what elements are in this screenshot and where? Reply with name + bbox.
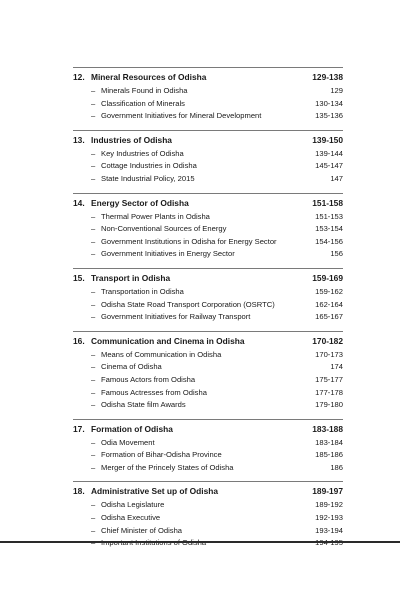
entry-title: Means of Communication in Odisha (101, 349, 222, 359)
dash-bullet: – (91, 362, 96, 372)
dash-bullet: – (91, 525, 96, 535)
toc-entry (73, 224, 343, 237)
entry-title: Non-Conventional Sources of Energy (101, 224, 227, 234)
chapter-pages: 183-188 (312, 423, 343, 434)
chapter-section (73, 419, 343, 482)
toc-entry (73, 513, 343, 526)
entry-title: Government Initiatives for Mineral Development (101, 111, 262, 121)
dash-bullet: – (91, 349, 96, 359)
toc-entry (73, 500, 343, 513)
toc-entry (73, 174, 343, 187)
toc-entry (73, 300, 343, 313)
entry-title: Famous Actors from Odisha (101, 374, 196, 384)
chapter-title: Mineral Resources of Odisha (91, 72, 207, 82)
dash-bullet: – (91, 148, 96, 158)
entry-title: Key Industries of Odisha (101, 148, 184, 158)
bottom-rule (0, 541, 400, 543)
toc-entry (73, 287, 343, 300)
entry-title: Odisha Legislature (101, 500, 165, 510)
entry-title: Merger of the Princely States of Odisha (101, 462, 234, 472)
chapter-title: Transport in Odisha (91, 272, 171, 283)
entry-pages: 147 (330, 173, 343, 183)
dash-bullet: – (91, 312, 96, 322)
chapter-section (73, 481, 343, 556)
dash-bullet: – (91, 111, 96, 121)
entry-pages: 179-180 (315, 400, 343, 410)
chapter-pages: 170-182 (312, 335, 343, 346)
toc-entry (73, 438, 343, 451)
dash-bullet: – (91, 173, 96, 183)
chapter-title: Administrative Set up of Odisha (91, 486, 219, 497)
chapter-heading (73, 424, 343, 437)
chapter-number: 13. (73, 134, 85, 145)
entry-pages: 151-153 (315, 211, 343, 221)
toc-entry (73, 86, 343, 99)
entry-title: Odisha Executive (101, 513, 161, 523)
chapter-title: Communication and Cinema in Odisha (91, 335, 245, 346)
chapter-title: Industries of Odisha (91, 134, 172, 145)
entry-pages: 145-147 (315, 161, 343, 171)
entry-title: Transportation in Odisha (101, 286, 184, 296)
dash-bullet: – (91, 374, 96, 384)
chapter-pages: 151-158 (312, 197, 343, 208)
chapter-section (73, 130, 343, 193)
toc-entry (73, 161, 343, 174)
entry-title: Chief Minister of Odisha (101, 525, 183, 535)
dash-bullet: – (91, 249, 96, 259)
toc-entry (73, 99, 343, 112)
chapter-title: Energy Sector of Odisha (91, 197, 189, 208)
entry-pages: 177-178 (315, 387, 343, 397)
entry-pages: 162-164 (315, 299, 343, 309)
dash-bullet: – (91, 161, 96, 171)
entry-pages: 139-144 (315, 148, 343, 158)
entry-pages: 154-156 (315, 236, 343, 246)
entry-pages: 159-162 (315, 286, 343, 296)
entry-title: Formation of Bihar-Odisha Province (101, 450, 222, 460)
toc-entry (73, 149, 343, 162)
entry-title: Cottage Industries in Odisha (101, 161, 197, 171)
toc-entry (73, 400, 343, 413)
dash-bullet: – (91, 211, 96, 221)
entry-pages: 192-193 (315, 513, 343, 523)
chapter-number: 18. (73, 486, 85, 497)
chapter-pages: 129-138 (312, 72, 343, 82)
chapter-heading (73, 198, 343, 211)
dash-bullet: – (91, 400, 96, 410)
entry-title: Minerals Found in Odisha (101, 86, 188, 95)
entry-pages: 170-173 (315, 349, 343, 359)
chapter-section (73, 331, 343, 419)
toc-entry (73, 312, 343, 325)
chapter-section (73, 193, 343, 268)
toc-entry (73, 350, 343, 363)
toc-entry (73, 212, 343, 225)
entry-pages: 165-167 (315, 312, 343, 322)
chapter-number: 14. (73, 197, 85, 208)
chapter-title: Formation of Odisha (91, 423, 173, 434)
toc-entry (73, 249, 343, 262)
table-of-contents (73, 67, 343, 557)
dash-bullet: – (91, 437, 96, 447)
toc-entry (73, 450, 343, 463)
chapter-heading (73, 135, 343, 148)
dash-bullet: – (91, 500, 96, 510)
chapter-pages: 189-197 (312, 486, 343, 497)
entry-pages: 156 (330, 249, 343, 259)
dash-bullet: – (91, 513, 96, 523)
entry-pages: 185-186 (315, 450, 343, 460)
entry-pages: 130-134 (315, 98, 343, 108)
dash-bullet: – (91, 462, 96, 472)
entry-title: Classification of Minerals (101, 98, 185, 108)
entry-title: Thermal Power Plants in Odisha (101, 211, 210, 221)
toc-entry (73, 463, 343, 476)
dash-bullet: – (91, 299, 96, 309)
entry-pages: 189-192 (315, 500, 343, 510)
entry-title: Odia Movement (101, 437, 155, 447)
entry-pages: 186 (330, 462, 343, 472)
entry-title: Odisha State Road Transport Corporation (OSRTC) (101, 299, 275, 309)
dash-bullet: – (91, 286, 96, 296)
dash-bullet: – (91, 236, 96, 246)
entry-pages: 175-177 (315, 374, 343, 384)
chapter-pages: 139-150 (312, 134, 343, 145)
toc-entry (73, 388, 343, 401)
chapter-heading (73, 273, 343, 286)
chapter-pages: 159-169 (312, 272, 343, 283)
dash-bullet: – (91, 450, 96, 460)
entry-title: Cinema of Odisha (101, 362, 162, 372)
entry-pages: 129 (330, 86, 343, 95)
entry-pages: 183-184 (315, 437, 343, 447)
toc-entry (73, 526, 343, 539)
entry-title: Odisha State film Awards (101, 400, 186, 410)
dash-bullet: – (91, 387, 96, 397)
entry-title: State Industrial Policy, 2015 (101, 173, 195, 183)
entry-pages: 174 (330, 362, 343, 372)
toc-entry (73, 375, 343, 388)
dash-bullet: – (91, 98, 96, 108)
dash-bullet: – (91, 86, 96, 95)
entry-title: Government Institutions in Odisha for Energy Sector (101, 236, 277, 246)
toc-entry (73, 237, 343, 250)
chapter-heading (73, 336, 343, 349)
dash-bullet: – (91, 224, 96, 234)
toc-entry (73, 362, 343, 375)
chapter-number: 16. (73, 335, 85, 346)
chapter-number: 15. (73, 272, 85, 283)
toc-entry (73, 111, 343, 124)
entry-title: Government Initiatives for Railway Transport (101, 312, 251, 322)
entry-pages: 153-154 (315, 224, 343, 234)
entry-title: Famous Actresses from Odisha (101, 387, 207, 397)
chapter-heading (73, 72, 343, 85)
chapter-section (73, 268, 343, 331)
chapter-number: 17. (73, 423, 85, 434)
chapter-section (73, 67, 343, 130)
entry-title: Government Initiatives in Energy Sector (101, 249, 235, 259)
entry-pages: 135-136 (315, 111, 343, 121)
entry-pages: 193-194 (315, 525, 343, 535)
chapter-number: 12. (73, 72, 85, 82)
chapter-heading (73, 486, 343, 499)
